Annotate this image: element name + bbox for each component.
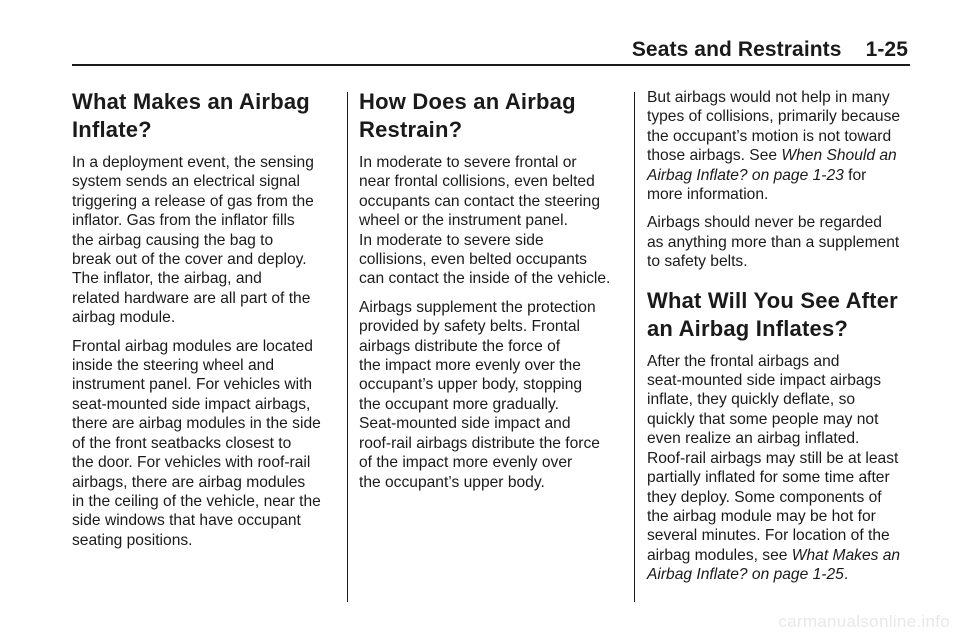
text-line: as anything more than a supplement xyxy=(647,233,900,251)
text-line: collisions, even belted occupants xyxy=(359,251,587,269)
column-1 xyxy=(72,88,338,559)
text-line: Seat-mounted side impact and xyxy=(359,415,571,433)
text-plain: those airbags. See xyxy=(647,147,782,165)
text-line: triggering a release of gas from the xyxy=(72,192,314,210)
paragraph-module-locations xyxy=(72,337,338,550)
text-line: the airbag causing the bag to xyxy=(72,231,274,249)
text-line xyxy=(647,166,915,185)
text-line: to safety belts. xyxy=(647,253,748,271)
text-line: Airbags should never be regarded xyxy=(647,214,882,232)
paragraph-limitations xyxy=(647,88,915,204)
paragraph-after-inflation xyxy=(647,352,915,585)
text-plain: for xyxy=(843,166,867,184)
text-line xyxy=(647,546,915,565)
text-line: Airbags supplement the protection xyxy=(359,298,596,316)
paragraph-collisions xyxy=(359,153,625,289)
text-line: wheel or the instrument panel. xyxy=(359,212,568,230)
text-line: airbags distribute the force of xyxy=(359,337,561,355)
text-line: airbags, there are airbag modules xyxy=(72,473,306,491)
text-line: even realize an airbag inflated. xyxy=(647,430,860,448)
text-line: But airbags would not help in many xyxy=(647,89,890,106)
text-line: the airbag module may be hot for xyxy=(647,507,876,525)
text-line: seat-mounted side impact airbags xyxy=(647,372,882,390)
text-line: Frontal airbag modules are located xyxy=(72,337,313,355)
text-line: inflate, they quickly deflate, so xyxy=(647,391,856,409)
heading-line: What Makes an Airbag xyxy=(72,89,310,114)
cross-reference-link[interactable]: What Makes an xyxy=(791,546,901,564)
paragraph-supplement xyxy=(359,298,625,492)
text-line: seating positions. xyxy=(72,531,193,549)
text-line: the occupant’s upper body. xyxy=(359,473,545,491)
text-line: related hardware are all part of the xyxy=(72,289,311,307)
text-line: break out of the cover and deploy. xyxy=(72,251,307,269)
page-header xyxy=(72,36,910,66)
heading-line: What Will You See After xyxy=(647,287,898,313)
column-divider-1 xyxy=(347,92,348,602)
text-line: In a deployment event, the sensing xyxy=(72,154,314,171)
paragraph-never-regarded xyxy=(647,213,915,271)
text-line: the door. For vehicles with roof-rail xyxy=(72,454,311,472)
text-line: roof-rail airbags distribute the force xyxy=(359,434,600,452)
text-plain: . xyxy=(843,566,849,584)
text-line: airbag module. xyxy=(72,309,176,327)
text-line: provided by safety belts. Frontal xyxy=(359,318,581,336)
header-rule xyxy=(72,64,910,66)
cross-reference-link[interactable]: When Should an xyxy=(781,147,897,165)
column-2 xyxy=(359,88,625,501)
heading-what-will-you-see xyxy=(647,287,915,343)
column-3 xyxy=(647,88,915,594)
text-line: The inflator, the airbag, and xyxy=(72,270,262,288)
watermark: carmanualsonline.info xyxy=(778,612,950,631)
text-line: of the front seatbacks closest to xyxy=(72,434,292,452)
text-line: instrument panel. For vehicles with xyxy=(72,376,313,394)
cross-reference-link[interactable]: Airbag Inflate? on page 1-23 xyxy=(647,166,844,184)
text-line: side windows that have occupant xyxy=(72,512,301,530)
heading-line: Inflate? xyxy=(72,117,152,142)
text-line: of the impact more evenly over xyxy=(359,454,573,472)
paragraph-deployment xyxy=(72,153,338,328)
text-line: partially inflated for some time after xyxy=(647,469,890,487)
page-number: 1-25 xyxy=(865,38,908,61)
text-line: occupant’s upper body, stopping xyxy=(359,376,583,394)
heading-line: Restrain? xyxy=(359,117,463,142)
text-line: near frontal collisions, even belted xyxy=(359,173,595,191)
text-line xyxy=(647,565,915,584)
text-line: types of collisions, primarily because xyxy=(647,108,901,126)
text-line: occupants can contact the steering xyxy=(359,192,600,210)
heading-how-does-airbag-restrain xyxy=(359,88,625,144)
text-plain: airbag modules, see xyxy=(647,546,792,564)
column-divider-2 xyxy=(634,92,635,602)
text-line: the occupant more gradually. xyxy=(359,395,559,413)
text-line: After the frontal airbags and xyxy=(647,352,840,370)
header-title xyxy=(632,38,908,62)
text-line: In moderate to severe frontal or xyxy=(359,154,577,171)
text-line: the impact more evenly over the xyxy=(359,357,581,375)
text-line: Roof-rail airbags may still be at least xyxy=(647,449,899,467)
heading-line: How Does an Airbag xyxy=(359,89,576,114)
text-line: inflator. Gas from the inflator fills xyxy=(72,212,295,230)
text-line: seat-mounted side impact airbags, xyxy=(72,395,311,413)
text-line: there are airbag modules in the side xyxy=(72,415,321,433)
text-line: several minutes. For location of the xyxy=(647,527,890,545)
heading-what-makes-airbag-inflate xyxy=(72,88,338,144)
text-line xyxy=(647,146,915,165)
cross-reference-link[interactable]: Airbag Inflate? on page 1-25 xyxy=(647,566,844,584)
text-line: can contact the inside of the vehicle. xyxy=(359,270,611,288)
text-line: In moderate to severe side xyxy=(359,231,544,249)
text-line: inside the steering wheel and xyxy=(72,357,274,375)
text-line: in the ceiling of the vehicle, near the xyxy=(72,492,321,510)
text-line: more information. xyxy=(647,186,769,204)
text-line: system sends an electrical signal xyxy=(72,173,300,191)
text-line: they deploy. Some components of xyxy=(647,488,882,506)
section-title: Seats and Restraints xyxy=(631,38,842,61)
text-line: the occupant’s motion is not toward xyxy=(647,127,892,145)
heading-line: an Airbag Inflates? xyxy=(647,315,849,341)
text-line: quickly that some people may not xyxy=(647,410,879,428)
